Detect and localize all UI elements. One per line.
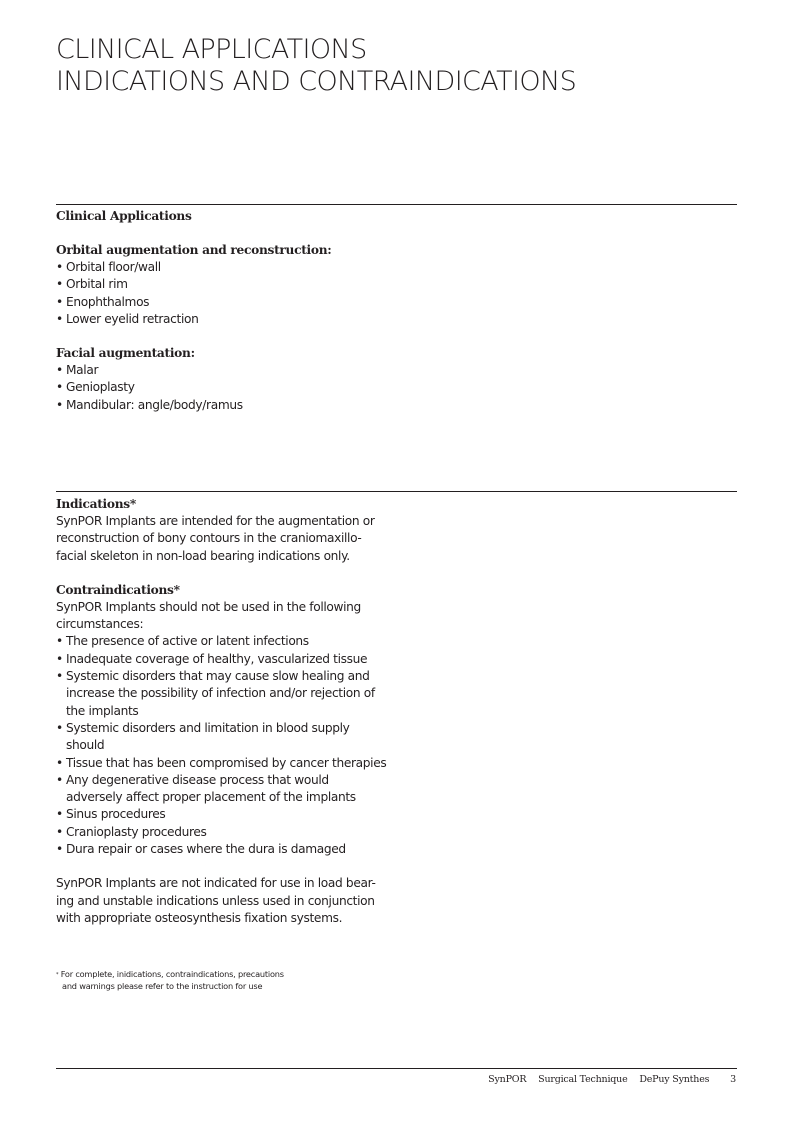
orbital-heading: Orbital augmentation and reconstruction: <box>56 243 332 257</box>
list-item: • Tissue that has been compromised by cancer therapies <box>56 755 388 772</box>
list-item: • Orbital floor/wall <box>56 259 396 276</box>
footnote-line-2: and warnings please refer to the instruction for use <box>62 981 263 991</box>
contraindications-intro: SynPOR Implants should not be used in the following circumstances: <box>56 599 361 632</box>
list-item: • Mandibular: angle/body/ramus <box>56 397 396 414</box>
page-title-line-2: INDICATIONS AND CONTRAINDICATIONS <box>56 66 577 97</box>
orbital-list <box>56 259 396 328</box>
footnote-marker: * <box>56 972 59 978</box>
contraindications-list <box>56 633 388 858</box>
page-title <box>56 34 576 98</box>
clinical-applications-heading: Clinical Applications <box>56 209 192 223</box>
list-item: • Malar <box>56 362 396 379</box>
footnote <box>56 968 284 992</box>
list-item: • Genioplasty <box>56 379 396 396</box>
indications-section <box>56 496 386 927</box>
list-item: • Systemic disorders that may cause slow healing and increase the possibility of infection and/or rejection of the implants <box>56 668 388 720</box>
footer-doc-title: Surgical Technique <box>538 1074 628 1085</box>
list-item: • Lower eyelid retraction <box>56 311 396 328</box>
footnote-line-1: For complete, inidications, contraindications, precautions <box>60 969 284 979</box>
list-item: • Dura repair or cases where the dura is damaged <box>56 841 388 858</box>
list-item: • Any degenerative disease process that would adversely affect proper placement of the implants <box>56 772 388 807</box>
list-item: • Enophthalmos <box>56 294 396 311</box>
list-item: • Orbital rim <box>56 276 396 293</box>
section-divider <box>56 491 737 492</box>
indications-text: SynPOR Implants are intended for the augmentation or reconstruction of bony contours in the craniomaxillo-facial skeleton in non-load bearing indications only. <box>56 514 375 563</box>
list-item: • Systemic disorders and limitation in blood supply should <box>56 720 356 755</box>
indications-heading: Indications* <box>56 497 136 511</box>
list-item: • Sinus procedures <box>56 806 388 823</box>
page-footer <box>479 1074 736 1085</box>
facial-heading: Facial augmentation: <box>56 346 195 361</box>
footer-divider <box>56 1068 737 1069</box>
contraindications-closing: SynPOR Implants are not indicated for use in load bear-ing and unstable indications unless used in conjunction with appropriate osteosynthesis fixation systems. <box>56 876 376 925</box>
facial-list <box>56 362 396 414</box>
clinical-applications-section <box>56 208 396 414</box>
list-item: • The presence of active or latent infections <box>56 633 388 650</box>
list-item: • Inadequate coverage of healthy, vascularized tissue <box>56 651 388 668</box>
section-divider <box>56 204 737 205</box>
list-item: • Cranioplasty procedures <box>56 824 388 841</box>
footer-brand: DePuy Synthes <box>639 1074 710 1085</box>
contraindications-heading: Contraindications* <box>56 582 180 597</box>
footer-product: SynPOR <box>488 1074 527 1085</box>
page-number: 3 <box>730 1074 736 1085</box>
page-title-line-1: CLINICAL APPLICATIONS <box>56 34 367 65</box>
